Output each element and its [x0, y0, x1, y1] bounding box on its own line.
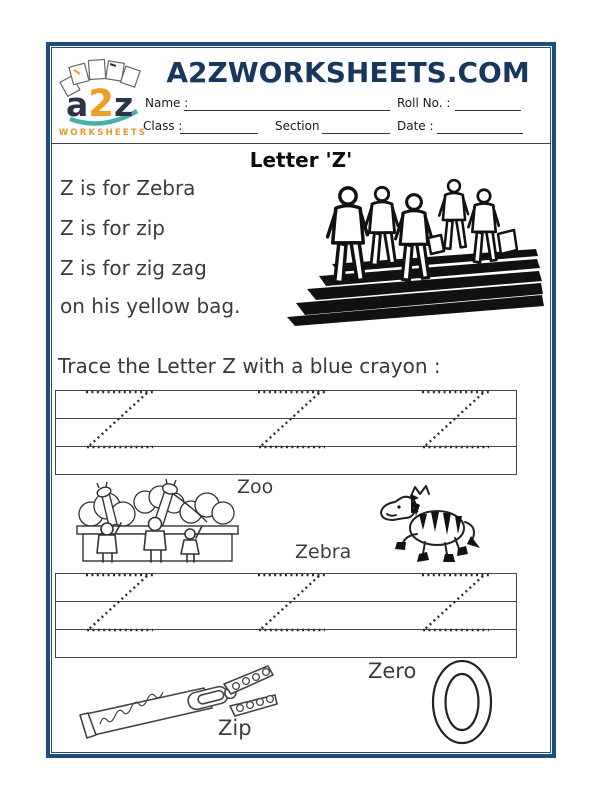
crossing-stripes: [287, 249, 544, 326]
zip-caption: Zip: [218, 716, 252, 740]
dotted-z-glyphs: [56, 574, 516, 657]
pedestrian-figure: [468, 190, 498, 263]
inner-border-frame: [51, 47, 551, 753]
roll-no-label: Roll No. :: [397, 96, 451, 110]
worksheet-title: Letter 'Z': [249, 148, 353, 172]
trace-strip: [55, 573, 517, 658]
section-label: Section: [275, 119, 320, 133]
date-blank-line: [437, 119, 523, 134]
zebra-caption: Zebra: [295, 541, 352, 563]
zebra-illustration: [375, 480, 489, 570]
name-blank-line: [184, 96, 390, 111]
zebra-crossing-illustration: [286, 172, 544, 326]
roll-no-blank-line: [455, 96, 521, 111]
logo-text: a2z: [66, 82, 134, 125]
zero-caption: Zero: [368, 659, 417, 683]
site-title: A2ZWORKSHEETS.COM: [166, 56, 530, 89]
date-label: Date :: [397, 119, 434, 133]
pedestrian-figure: [365, 187, 398, 265]
poem-line: Z is for Zebra: [60, 176, 196, 200]
trace-strip: [55, 390, 517, 475]
zoo-illustration: [75, 482, 241, 564]
zoo-caption: Zoo: [237, 476, 274, 498]
dotted-z-glyphs: [56, 391, 516, 474]
a2z-worksheets-logo: [58, 56, 148, 142]
zero-outline-glyph: [430, 658, 494, 746]
worksheet-page: [46, 42, 556, 758]
header-separator: [52, 143, 550, 144]
poem-line: Z is for zip: [60, 216, 165, 240]
logo-subtext: WORKSHEETS: [58, 128, 148, 138]
name-label: Name :: [145, 96, 189, 110]
pedestrian-figure: [439, 180, 468, 249]
class-label: Class :: [143, 119, 183, 133]
poem-line: Z is for zig zag: [60, 256, 207, 280]
poem-line: on his yellow bag.: [60, 294, 241, 318]
pedestrian-figure: [396, 195, 432, 281]
trace-instruction: Trace the Letter Z with a blue crayon :: [58, 354, 441, 378]
class-blank-line: [180, 119, 258, 134]
shopping-bags: [428, 230, 517, 254]
section-blank-line: [322, 119, 390, 134]
